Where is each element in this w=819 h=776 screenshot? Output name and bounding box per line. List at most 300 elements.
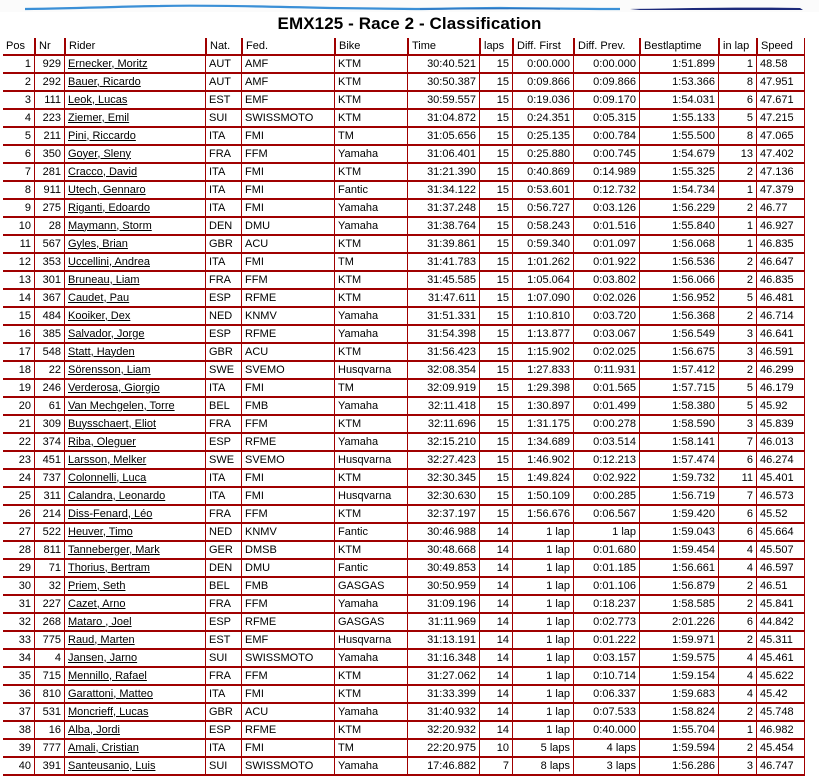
cell-fed: FMB (242, 398, 335, 416)
cell-bestlaptime: 1:51.899 (640, 56, 719, 74)
cell-pos: 32 (3, 614, 35, 632)
cell-laps: 15 (480, 128, 513, 146)
col-header-time: Time (408, 38, 480, 56)
cell-rider[interactable] (65, 740, 206, 758)
cell-speed: 46.714 (757, 308, 805, 326)
cell-pos: 14 (3, 290, 35, 308)
col-header-speed: Speed (757, 38, 805, 56)
cell-rider[interactable] (65, 758, 206, 776)
rider-link[interactable]: Tanneberger, Mark (68, 543, 160, 556)
cell-speed: 47.379 (757, 182, 805, 200)
cell-laps: 15 (480, 362, 513, 380)
cell-rider[interactable] (65, 146, 206, 164)
cell-laps: 15 (480, 182, 513, 200)
cell-speed: 45.748 (757, 704, 805, 722)
cell-bestlaptime: 1:56.068 (640, 236, 719, 254)
cell-fed: FMI (242, 254, 335, 272)
cell-time: 31:54.398 (408, 326, 480, 344)
cell-diff-first: 1:29.398 (513, 380, 574, 398)
rider-link[interactable]: Bauer, Ricardo (68, 75, 141, 88)
cell-nat: EST (206, 632, 242, 650)
cell-fed: FMI (242, 686, 335, 704)
cell-bestlaptime: 1:59.043 (640, 524, 719, 542)
cell-rider[interactable] (65, 164, 206, 182)
cell-diff-first: 0:09.866 (513, 74, 574, 92)
cell-bike: Fantic (335, 524, 408, 542)
cell-time: 31:09.196 (408, 596, 480, 614)
rider-link[interactable]: Caudet, Pau (68, 291, 130, 304)
cell-rider[interactable] (65, 236, 206, 254)
table-row (3, 236, 805, 254)
cell-nat: SUI (206, 758, 242, 776)
cell-nat: FRA (206, 416, 242, 434)
table-row (3, 74, 805, 92)
rider-link[interactable]: Kooiker, Dex (68, 309, 131, 322)
cell-diff-prev: 0:02.025 (574, 344, 640, 362)
table-row (3, 434, 805, 452)
rider-link[interactable]: Mennillo, Rafael (68, 669, 147, 682)
rider-link[interactable]: Santeusanio, Luis (68, 759, 156, 772)
rider-link[interactable]: Riganti, Edoardo (68, 201, 150, 214)
cell-speed: 45.311 (757, 632, 805, 650)
cell-rider[interactable] (65, 74, 206, 92)
cell-nr: 111 (35, 92, 65, 110)
cell-fed: RFME (242, 434, 335, 452)
cell-diff-first: 0:58.243 (513, 218, 574, 236)
cell-fed: FMI (242, 200, 335, 218)
cell-rider[interactable] (65, 542, 206, 560)
cell-bestlaptime: 1:59.420 (640, 506, 719, 524)
cell-nat: ITA (206, 380, 242, 398)
cell-laps: 14 (480, 668, 513, 686)
cell-nr: 301 (35, 272, 65, 290)
cell-nr: 350 (35, 146, 65, 164)
rider-link[interactable]: Moncrieff, Lucas (68, 705, 149, 718)
cell-time: 32:11.418 (408, 398, 480, 416)
cell-fed: FMI (242, 128, 335, 146)
cell-nr: 484 (35, 308, 65, 326)
cell-diff-prev: 0:12.213 (574, 452, 640, 470)
cell-pos: 23 (3, 452, 35, 470)
cell-nat: NED (206, 524, 242, 542)
cell-fed: SVEMO (242, 362, 335, 380)
brush-stroke-icon (0, 0, 819, 12)
cell-pos: 28 (3, 542, 35, 560)
rider-link[interactable]: Riba, Oleguer (68, 435, 136, 448)
cell-speed: 45.507 (757, 542, 805, 560)
cell-pos: 31 (3, 596, 35, 614)
rider-link[interactable]: Mataro , Joel (68, 615, 132, 628)
cell-rider[interactable] (65, 416, 206, 434)
cell-laps: 15 (480, 398, 513, 416)
cell-pos: 9 (3, 200, 35, 218)
cell-bike: TM (335, 740, 408, 758)
rider-link[interactable]: Uccellini, Andrea (68, 255, 150, 268)
cell-rider[interactable] (65, 560, 206, 578)
cell-diff-first: 1:01.262 (513, 254, 574, 272)
cell-diff-prev: 0:03.720 (574, 308, 640, 326)
cell-bike: KTM (335, 344, 408, 362)
cell-diff-prev: 0:01.565 (574, 380, 640, 398)
table-row (3, 110, 805, 128)
cell-laps: 15 (480, 164, 513, 182)
cell-bestlaptime: 1:58.141 (640, 434, 719, 452)
cell-nat: GBR (206, 704, 242, 722)
cell-laps: 15 (480, 344, 513, 362)
cell-bike: Husqvarna (335, 362, 408, 380)
cell-bestlaptime: 1:55.840 (640, 218, 719, 236)
rider-link[interactable]: Sörensson, Liam (68, 363, 151, 376)
cell-fed: FMI (242, 380, 335, 398)
cell-diff-first: 1 lap (513, 686, 574, 704)
cell-time: 31:33.399 (408, 686, 480, 704)
cell-speed: 47.215 (757, 110, 805, 128)
cell-rider[interactable] (65, 128, 206, 146)
cell-bike: Husqvarna (335, 632, 408, 650)
cell-laps: 10 (480, 740, 513, 758)
rider-link[interactable]: Bruneau, Liam (68, 273, 140, 286)
cell-time: 30:48.668 (408, 542, 480, 560)
cell-bestlaptime: 1:54.031 (640, 92, 719, 110)
cell-in-lap: 6 (719, 524, 757, 542)
cell-in-lap: 6 (719, 506, 757, 524)
cell-diff-first: 1:46.902 (513, 452, 574, 470)
cell-fed: FFM (242, 506, 335, 524)
cell-fed: EMF (242, 632, 335, 650)
cell-pos: 7 (3, 164, 35, 182)
cell-laps: 14 (480, 650, 513, 668)
cell-nr: 522 (35, 524, 65, 542)
cell-diff-prev: 0:01.106 (574, 578, 640, 596)
cell-bike: Yamaha (335, 146, 408, 164)
header-banner (0, 0, 819, 12)
rider-link[interactable]: Priem, Seth (68, 579, 126, 592)
cell-bike: Yamaha (335, 758, 408, 776)
cell-nr: 911 (35, 182, 65, 200)
cell-in-lap: 6 (719, 452, 757, 470)
cell-rider[interactable] (65, 182, 206, 200)
cell-nr: 391 (35, 758, 65, 776)
cell-rider[interactable] (65, 434, 206, 452)
table-row (3, 650, 805, 668)
cell-speed: 45.454 (757, 740, 805, 758)
rider-link[interactable]: Heuver, Timo (68, 525, 133, 538)
cell-nat: FRA (206, 506, 242, 524)
cell-in-lap: 2 (719, 704, 757, 722)
cell-nat: ITA (206, 128, 242, 146)
cell-diff-first: 0:59.340 (513, 236, 574, 254)
table-row (3, 308, 805, 326)
cell-bestlaptime: 1:53.366 (640, 74, 719, 92)
cell-rider[interactable] (65, 704, 206, 722)
cell-bestlaptime: 1:56.229 (640, 200, 719, 218)
cell-speed: 46.77 (757, 200, 805, 218)
cell-in-lap: 2 (719, 596, 757, 614)
rider-link[interactable]: Alba, Jordi (68, 723, 120, 736)
cell-bestlaptime: 1:57.412 (640, 362, 719, 380)
cell-rider[interactable] (65, 380, 206, 398)
cell-in-lap: 8 (719, 74, 757, 92)
cell-rider[interactable] (65, 596, 206, 614)
cell-rider[interactable] (65, 578, 206, 596)
cell-rider[interactable] (65, 668, 206, 686)
cell-rider[interactable] (65, 650, 206, 668)
cell-bestlaptime: 1:57.715 (640, 380, 719, 398)
cell-rider[interactable] (65, 56, 206, 74)
cell-nr: 451 (35, 452, 65, 470)
rider-link[interactable]: Cazet, Arno (68, 597, 126, 610)
cell-fed: FFM (242, 146, 335, 164)
table-row (3, 632, 805, 650)
rider-link[interactable]: Maymann, Storm (68, 219, 152, 232)
cell-diff-prev: 0:01.499 (574, 398, 640, 416)
cell-bike: KTM (335, 416, 408, 434)
cell-in-lap: 6 (719, 92, 757, 110)
rider-link[interactable]: Cracco, David (68, 165, 138, 178)
rider-link[interactable]: Calandra, Leonardo (68, 489, 166, 502)
cell-diff-first: 1 lap (513, 632, 574, 650)
cell-diff-first: 0:56.727 (513, 200, 574, 218)
cell-pos: 26 (3, 506, 35, 524)
rider-link[interactable]: Buysschaert, Eliot (68, 417, 157, 430)
cell-bike: KTM (335, 668, 408, 686)
cell-laps: 15 (480, 488, 513, 506)
cell-in-lap: 2 (719, 632, 757, 650)
cell-speed: 45.622 (757, 668, 805, 686)
cell-speed: 45.52 (757, 506, 805, 524)
cell-rider[interactable] (65, 218, 206, 236)
cell-bike: GASGAS (335, 614, 408, 632)
cell-time: 31:16.348 (408, 650, 480, 668)
cell-pos: 1 (3, 56, 35, 74)
table-row (3, 578, 805, 596)
cell-rider[interactable] (65, 632, 206, 650)
rider-link[interactable]: Amali, Cristian (68, 741, 139, 754)
rider-link[interactable]: Larsson, Melker (68, 453, 147, 466)
cell-pos: 6 (3, 146, 35, 164)
cell-rider[interactable] (65, 614, 206, 632)
cell-bestlaptime: 1:57.474 (640, 452, 719, 470)
cell-rider[interactable] (65, 398, 206, 416)
cell-pos: 12 (3, 254, 35, 272)
cell-nr: 810 (35, 686, 65, 704)
cell-fed: FMI (242, 740, 335, 758)
cell-bestlaptime: 1:59.732 (640, 470, 719, 488)
cell-pos: 35 (3, 668, 35, 686)
cell-in-lap: 3 (719, 758, 757, 776)
cell-pos: 15 (3, 308, 35, 326)
rider-link[interactable]: Ernecker, Moritz (68, 57, 148, 70)
table-row (3, 344, 805, 362)
cell-bike: TM (335, 128, 408, 146)
cell-bestlaptime: 1:55.704 (640, 722, 719, 740)
cell-rider[interactable] (65, 110, 206, 128)
cell-rider[interactable] (65, 308, 206, 326)
rider-link[interactable]: Salvador, Jorge (68, 327, 145, 340)
cell-diff-first: 1 lap (513, 650, 574, 668)
cell-bike: KTM (335, 164, 408, 182)
rider-link[interactable]: Van Mechgelen, Torre (68, 399, 175, 412)
cell-diff-first: 1:27.833 (513, 362, 574, 380)
rider-link[interactable]: Gyles, Brian (68, 237, 128, 250)
cell-rider[interactable] (65, 470, 206, 488)
table-row (3, 596, 805, 614)
cell-speed: 46.982 (757, 722, 805, 740)
col-header-pos: Pos (3, 38, 35, 56)
cell-rider[interactable] (65, 722, 206, 740)
cell-nr: 22 (35, 362, 65, 380)
cell-time: 17:46.882 (408, 758, 480, 776)
cell-pos: 13 (3, 272, 35, 290)
cell-in-lap: 1 (719, 182, 757, 200)
cell-diff-prev: 0:05.315 (574, 110, 640, 128)
cell-diff-first: 1:13.877 (513, 326, 574, 344)
col-header-rider: Rider (65, 38, 206, 56)
table-row (3, 506, 805, 524)
cell-pos: 30 (3, 578, 35, 596)
rider-link[interactable]: Jansen, Jarno (68, 651, 138, 664)
rider-link[interactable]: Diss-Fenard, Léo (68, 507, 153, 520)
cell-time: 31:04.872 (408, 110, 480, 128)
cell-bike: TM (335, 380, 408, 398)
cell-rider[interactable] (65, 92, 206, 110)
cell-bike: KTM (335, 470, 408, 488)
cell-nat: ITA (206, 200, 242, 218)
cell-pos: 17 (3, 344, 35, 362)
cell-laps: 15 (480, 506, 513, 524)
cell-diff-first: 1:30.897 (513, 398, 574, 416)
cell-diff-first: 1:56.676 (513, 506, 574, 524)
cell-diff-prev: 0:01.516 (574, 218, 640, 236)
cell-nr: 268 (35, 614, 65, 632)
cell-nat: FRA (206, 668, 242, 686)
cell-diff-prev: 0:03.157 (574, 650, 640, 668)
cell-rider[interactable] (65, 200, 206, 218)
table-row (3, 380, 805, 398)
cell-nr: 367 (35, 290, 65, 308)
cell-bike: Yamaha (335, 704, 408, 722)
cell-bestlaptime: 1:56.719 (640, 488, 719, 506)
cell-fed: SWISSMOTO (242, 758, 335, 776)
cell-bestlaptime: 1:55.133 (640, 110, 719, 128)
cell-bestlaptime: 1:58.590 (640, 416, 719, 434)
cell-pos: 5 (3, 128, 35, 146)
rider-link[interactable]: Thorius, Bertram (68, 561, 150, 574)
cell-bike: Husqvarna (335, 452, 408, 470)
cell-in-lap: 2 (719, 308, 757, 326)
cell-bike: Fantic (335, 182, 408, 200)
rider-link[interactable]: Utech, Gennaro (68, 183, 146, 196)
cell-pos: 8 (3, 182, 35, 200)
cell-pos: 10 (3, 218, 35, 236)
cell-speed: 46.641 (757, 326, 805, 344)
rider-link[interactable]: Colonnelli, Luca (68, 471, 147, 484)
cell-bike: KTM (335, 506, 408, 524)
rider-link[interactable]: Garattoni, Matteo (68, 687, 153, 700)
cell-diff-prev: 0:01.680 (574, 542, 640, 560)
cell-diff-first: 5 laps (513, 740, 574, 758)
cell-nr: 929 (35, 56, 65, 74)
cell-time: 31:34.122 (408, 182, 480, 200)
cell-rider[interactable] (65, 290, 206, 308)
cell-bestlaptime: 1:59.154 (640, 668, 719, 686)
cell-diff-prev: 3 laps (574, 758, 640, 776)
cell-laps: 7 (480, 758, 513, 776)
cell-rider[interactable] (65, 272, 206, 290)
cell-fed: EMF (242, 92, 335, 110)
cell-rider[interactable] (65, 524, 206, 542)
cell-rider[interactable] (65, 326, 206, 344)
cell-nr: 777 (35, 740, 65, 758)
cell-nat: ITA (206, 488, 242, 506)
cell-bestlaptime: 1:59.594 (640, 740, 719, 758)
table-row (3, 452, 805, 470)
cell-nat: ITA (206, 740, 242, 758)
cell-bestlaptime: 1:56.879 (640, 578, 719, 596)
cell-nat: FRA (206, 146, 242, 164)
col-header-diff-prev: Diff. Prev. (574, 38, 640, 56)
cell-diff-prev: 0:03.514 (574, 434, 640, 452)
rider-link[interactable]: Ziemer, Emil (68, 111, 130, 124)
cell-diff-prev: 0:03.067 (574, 326, 640, 344)
cell-diff-prev: 0:01.097 (574, 236, 640, 254)
table-row (3, 128, 805, 146)
cell-diff-first: 0:40.869 (513, 164, 574, 182)
cell-speed: 46.747 (757, 758, 805, 776)
table-row (3, 488, 805, 506)
cell-rider[interactable] (65, 506, 206, 524)
cell-laps: 14 (480, 614, 513, 632)
cell-diff-first: 1 lap (513, 560, 574, 578)
cell-diff-first: 8 laps (513, 758, 574, 776)
rider-link[interactable]: Raud, Marten (68, 633, 135, 646)
rider-link[interactable]: Statt, Hayden (68, 345, 135, 358)
cell-diff-prev: 0:00.745 (574, 146, 640, 164)
cell-diff-first: 1:34.689 (513, 434, 574, 452)
cell-time: 31:39.861 (408, 236, 480, 254)
rider-link[interactable]: Goyer, Sleny (68, 147, 131, 160)
cell-speed: 46.927 (757, 218, 805, 236)
rider-link[interactable]: Verderosa, Giorgio (68, 381, 160, 394)
cell-fed: FMB (242, 578, 335, 596)
cell-nat: ITA (206, 182, 242, 200)
cell-pos: 34 (3, 650, 35, 668)
cell-rider[interactable] (65, 362, 206, 380)
cell-rider[interactable] (65, 452, 206, 470)
rider-link[interactable]: Leok, Lucas (68, 93, 128, 106)
cell-diff-first: 1 lap (513, 524, 574, 542)
cell-rider[interactable] (65, 686, 206, 704)
cell-speed: 46.647 (757, 254, 805, 272)
table-header-row (3, 38, 805, 56)
cell-in-lap: 5 (719, 290, 757, 308)
cell-rider[interactable] (65, 488, 206, 506)
cell-rider[interactable] (65, 344, 206, 362)
table-row (3, 398, 805, 416)
cell-diff-first: 1 lap (513, 614, 574, 632)
cell-nr: 275 (35, 200, 65, 218)
cell-in-lap: 7 (719, 488, 757, 506)
cell-diff-prev: 0:00.278 (574, 416, 640, 434)
cell-time: 31:21.390 (408, 164, 480, 182)
cell-nr: 548 (35, 344, 65, 362)
cell-bestlaptime: 1:58.585 (640, 596, 719, 614)
cell-rider[interactable] (65, 254, 206, 272)
cell-nr: 227 (35, 596, 65, 614)
rider-link[interactable]: Pini, Riccardo (68, 129, 136, 142)
cell-diff-prev: 0:03.802 (574, 272, 640, 290)
cell-fed: FMI (242, 164, 335, 182)
